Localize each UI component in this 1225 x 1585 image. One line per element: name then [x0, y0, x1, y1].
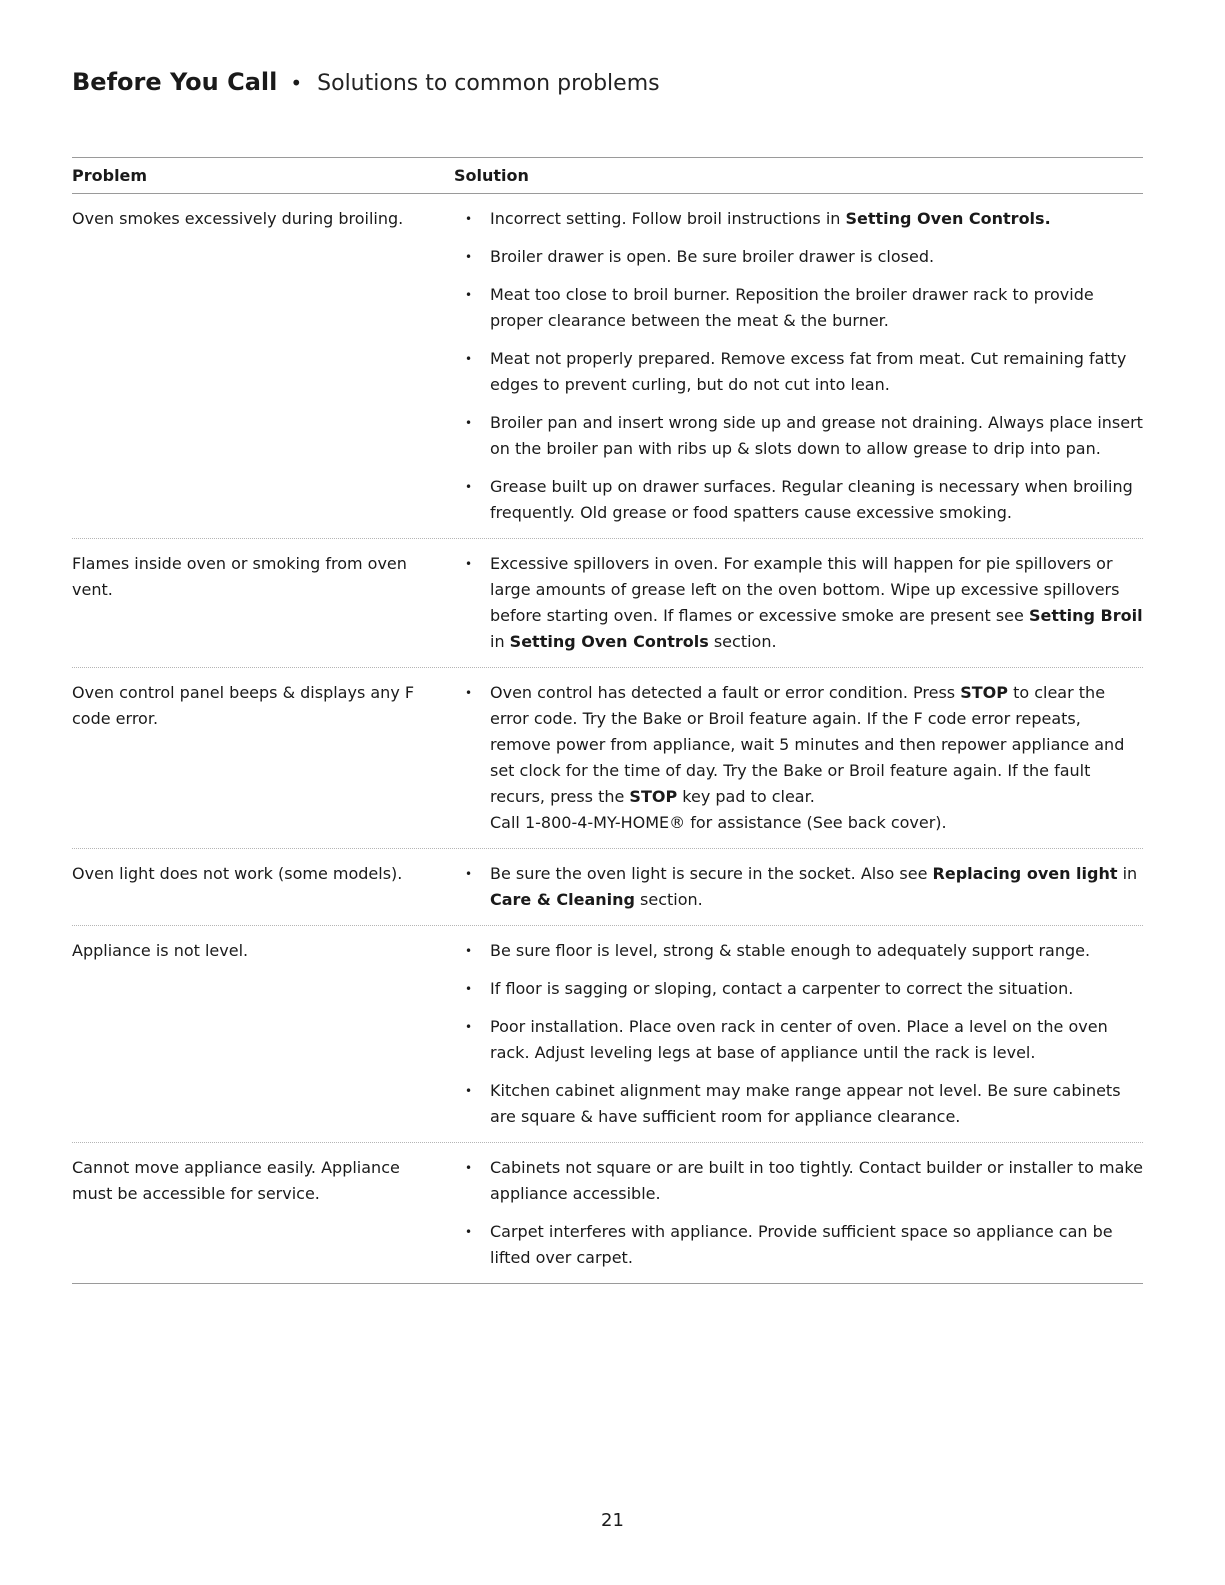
solution-item [454, 551, 1143, 655]
solution-item [454, 244, 1143, 270]
solution-item [454, 861, 1143, 913]
solution-text: Broiler drawer is open. Be sure broiler drawer is closed. [490, 247, 935, 266]
page-header [72, 68, 660, 96]
bullet-icon: • [465, 480, 473, 494]
solution-item [454, 1014, 1143, 1066]
bullet-icon: • [465, 212, 473, 226]
problem-cell: Cannot move appliance easily. Appliance must be accessible for service. [72, 1158, 400, 1203]
solution-text: section. [634, 890, 703, 909]
solution-item [454, 474, 1143, 526]
bullet-icon: • [465, 944, 473, 958]
solution-cell [454, 1143, 1143, 1283]
solution-item [454, 1219, 1143, 1271]
table-row [72, 539, 1143, 668]
table-row [72, 849, 1143, 926]
emphasis-text: Setting Oven Controls. [845, 209, 1051, 228]
bullet-icon: • [465, 867, 473, 881]
page-title: Before You Call [72, 68, 278, 96]
solution-item [454, 938, 1143, 964]
table-row [72, 668, 1143, 849]
solution-text: Meat too close to broil burner. Reposition the broiler drawer rack to provide proper clearance between the meat & the burner. [490, 285, 1094, 330]
problem-cell: Oven smokes excessively during broiling. [72, 209, 404, 228]
solution-item [454, 680, 1143, 836]
solution-item [454, 410, 1143, 462]
bullet-icon: • [465, 1225, 473, 1239]
problem-cell: Appliance is not level. [72, 941, 249, 960]
bullet-icon: • [465, 1020, 473, 1034]
emphasis-text: Setting Oven Controls [509, 632, 709, 651]
emphasis-text: STOP [629, 787, 678, 806]
solution-text: Grease built up on drawer surfaces. Regular cleaning is necessary when broiling frequently. Old grease or food spatters cause excessive smoking. [490, 477, 1133, 522]
solution-text: Cabinets not square or are built in too tightly. Contact builder or installer to make appliance accessible. [490, 1158, 1143, 1203]
solution-text: Excessive spillovers in oven. For example this will happen for pie spillovers or large amounts of grease left on the oven bottom. Wipe up excessive spillovers before starting oven. If flames or excessive smoke are present see [490, 554, 1120, 625]
bullet-icon: • [465, 686, 473, 700]
bullet-icon: • [465, 982, 473, 996]
solution-text: Incorrect setting. Follow broil instructions in [490, 209, 846, 228]
solution-item [454, 1078, 1143, 1130]
table-row [72, 1143, 1143, 1284]
table-row [72, 194, 1143, 539]
solution-text: Kitchen cabinet alignment may make range appear not level. Be sure cabinets are square & have sufficient room for appliance clearance. [490, 1081, 1121, 1126]
solution-cell [454, 849, 1143, 925]
bullet-icon: • [465, 416, 473, 430]
column-header-problem: Problem [72, 166, 148, 185]
emphasis-text: STOP [960, 683, 1008, 702]
solution-item [454, 206, 1143, 232]
solution-text: key pad to clear. [677, 787, 815, 806]
solution-cell [454, 539, 1143, 667]
solution-text: Meat not properly prepared. Remove excess fat from meat. Cut remaining fatty edges to prevent curling, but do not cut into lean. [490, 349, 1127, 394]
page-subtitle: Solutions to common problems [317, 71, 660, 96]
solution-cell [454, 926, 1143, 1142]
solution-item [454, 346, 1143, 398]
solution-text: Be sure the oven light is secure in the socket. Also see [490, 864, 933, 883]
header-bullet: • [290, 71, 303, 95]
problem-cell: Flames inside oven or smoking from oven vent. [72, 554, 407, 599]
solution-text: Call 1-800-4-MY-HOME® for assistance (See back cover). [490, 813, 947, 832]
solution-text: If floor is sagging or sloping, contact a carpenter to correct the situation. [490, 979, 1074, 998]
column-header-solution: Solution [454, 166, 529, 185]
bullet-icon: • [465, 1161, 473, 1175]
solution-text: Oven control has detected a fault or error condition. Press [490, 683, 961, 702]
solution-text: Poor installation. Place oven rack in center of oven. Place a level on the oven rack. Adjust leveling legs at base of appliance until the rack is level. [490, 1017, 1108, 1062]
solution-cell [454, 668, 1143, 848]
solution-text: Carpet interferes with appliance. Provide sufficient space so appliance can be lifted over carpet. [490, 1222, 1113, 1267]
solution-item [454, 282, 1143, 334]
problem-cell: Oven light does not work (some models). [72, 864, 403, 883]
solution-text: to clear the error code. Try the Bake or Broil feature again. If the F code error repeats, remove power from appliance, wait 5 minutes and then repower appliance and set clock for the time of day. Try the Bake or Broil feature again. If the fault recurs, press the [490, 683, 1125, 806]
solution-text: in [490, 632, 510, 651]
bullet-icon: • [465, 250, 473, 264]
problem-cell: Oven control panel beeps & displays any F code error. [72, 683, 415, 728]
emphasis-text: Care & Cleaning [490, 890, 635, 909]
solution-text: Be sure floor is level, strong & stable enough to adequately support range. [490, 941, 1091, 960]
bullet-icon: • [465, 288, 473, 302]
emphasis-text: Setting Broil [1028, 606, 1143, 625]
bullet-icon: • [465, 557, 473, 571]
solution-item [454, 1155, 1143, 1207]
solution-item [454, 976, 1143, 1002]
troubleshooting-table [72, 157, 1143, 1284]
solution-cell [454, 194, 1143, 538]
table-body [72, 194, 1143, 1284]
solution-text: section. [708, 632, 777, 651]
bullet-icon: • [465, 1084, 473, 1098]
table-header [72, 158, 1143, 194]
emphasis-text: Replacing oven light [932, 864, 1118, 883]
page-number: 21 [601, 1510, 624, 1531]
solution-text: in [1117, 864, 1138, 883]
bullet-icon: • [465, 352, 473, 366]
solution-text: Broiler pan and insert wrong side up and grease not draining. Always place insert on the broiler pan with ribs up & slots down to allow grease to drip into pan. [490, 413, 1143, 458]
table-row [72, 926, 1143, 1143]
